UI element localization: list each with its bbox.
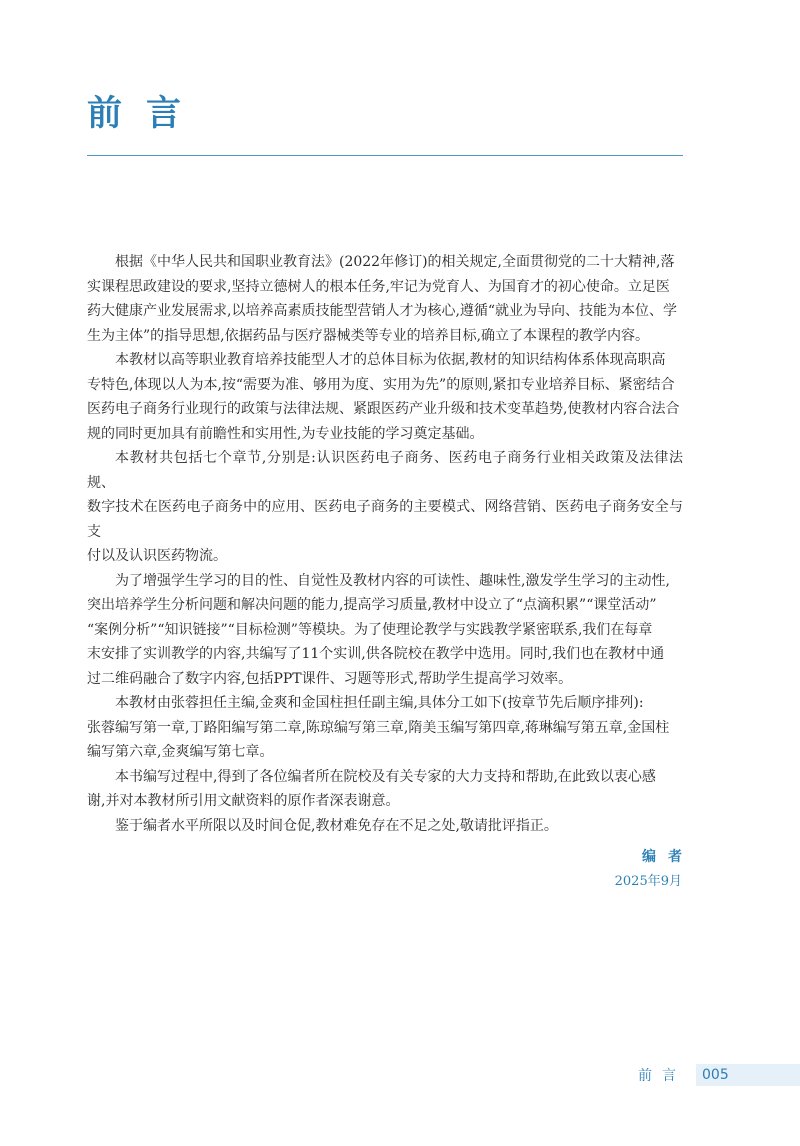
preface-body [87, 250, 683, 838]
paragraph: 根据《中华人民共和国职业教育法》(2022年修订)的相关规定,全面贯彻党的二十大精神,落 实课程思政建设的要求,坚持立德树人的根本任务,牢记为党育人、为国育才的初心使命。立足医 药大健康产业发展需求,以培养高素质技能型营销人才为核心,遵循“就业为导向、技能为本位、学 生为主体”的指导思想,依据药品与医疗器械类等专业的培养目标,确立了本课程的教学内容。 [87, 254, 678, 344]
page-number: 005 [696, 1064, 800, 1086]
paragraph: 为了增强学生学习的目的性、自觉性及教材内容的可读性、趣味性,激发学生学习的主动性, 突出培养学生分析问题和解决问题的能力,提高学习质量,教材中设立了“点滴积累”“课堂活动” “案例分析”“知识链接”“目标检测”等模块。为了使理论教学与实践教学紧密联系,我们在每章 末安排了实训教学的内容,共编写了11个实训,供各院校在教学中选用。同时,我们也在教材中通 过二维码融合了数字内容,包括PPT课件、习题等形式,帮助学生提高学习效率。 [87, 572, 670, 687]
paragraph: 本教材以高等职业教育培养技能型人才的总体目标为依据,教材的知识结构体系体现高职高 专特色,体现以人为本,按“需要为准、够用为度、实用为先”的原则,紧扣专业培养目标、紧密结合 医药电子商务行业现行的政策与法律法规、紧跟医药产业升级和技术变革趋势,使教材内容合法合 规的同时更加具有前瞻性和实用性,为专业技能的学习奠定基础。 [87, 352, 680, 442]
page-footer [638, 1064, 800, 1086]
title-divider [87, 155, 683, 156]
paragraph: 鉴于编者水平所限以及时间仓促,教材难免存在不足之处,敬请批评指正。 [115, 817, 558, 834]
paragraph: 本教材由张蓉担任主编,金爽和金国柱担任副主编,具体分工如下(按章节先后顺序排列): 张蓉编写第一章,丁路阳编写第二章,陈琼编写第三章,隋美玉编写第四章,蒋琳编写第五章,金国柱 编写第六章,金爽编写第七章。 [87, 695, 670, 760]
paragraph: 本书编写过程中,得到了各位编者所在院校及有关专家的大力支持和帮助,在此致以衷心感 谢,并对本教材所引用文献资料的原作者深表谢意。 [87, 768, 656, 809]
signature-block [614, 845, 694, 894]
signature-date: 2025年9月 [614, 873, 682, 889]
signature-editor: 编者 [642, 849, 694, 865]
paragraph: 本教材共包括七个章节,分别是:认识医药电子商务、医药电子商务行业相关政策及法律法规、 数字技术在医药电子商务中的应用、医药电子商务的主要模式、网络营销、医药电子商务安全与支 付以及认识医药物流。 [87, 450, 683, 564]
footer-section-label: 前言 [638, 1068, 686, 1084]
page-title: 前言 [87, 94, 206, 134]
